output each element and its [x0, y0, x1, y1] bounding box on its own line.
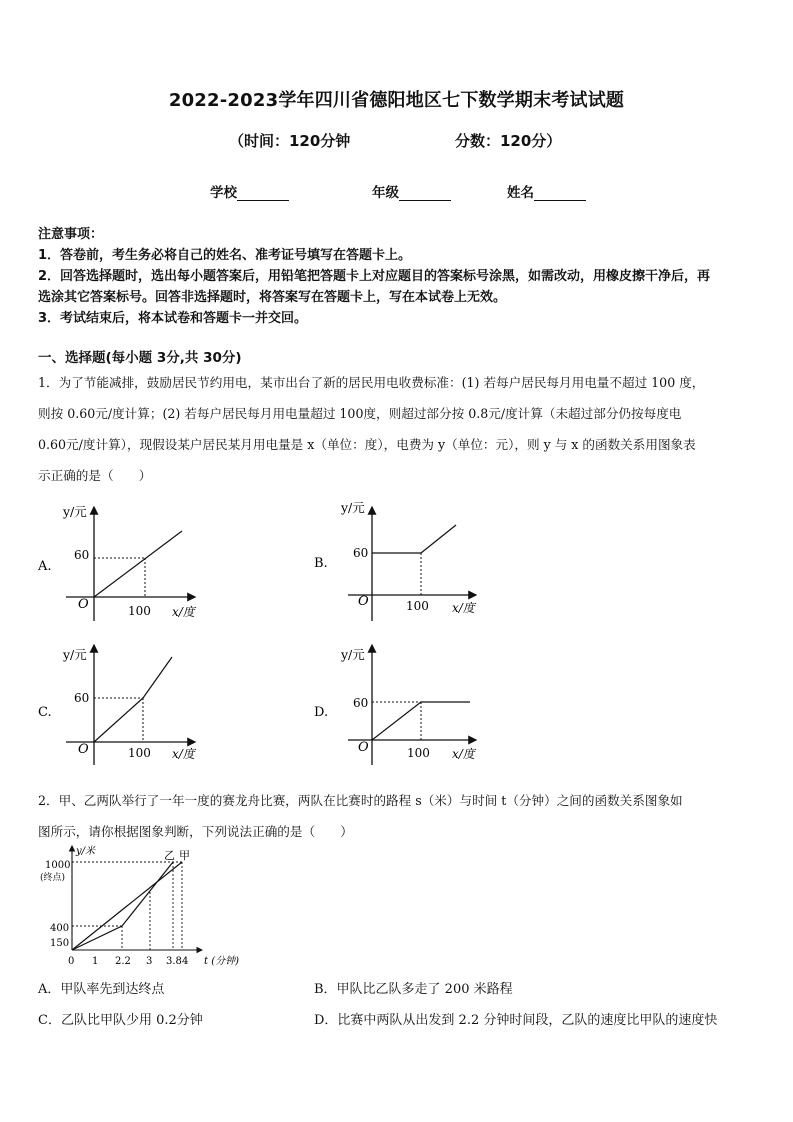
question-line: 图所示，请你根据图象判断，下列说法正确的是（ ） — [38, 824, 353, 839]
note-line: 3．考试结束后，将本试卷和答题卡一并交回。 — [38, 311, 308, 326]
option-label: D. — [314, 705, 329, 720]
question-1-text — [38, 367, 763, 491]
x-tick: 2.2 — [115, 956, 131, 967]
origin-label: O — [358, 594, 369, 609]
x-axis-label: x/度 — [452, 747, 475, 761]
student-info-fields — [0, 181, 793, 201]
y-axis-label: y/元 — [341, 500, 365, 515]
option-label: A. — [38, 559, 52, 574]
y-axis-label: y/米 — [76, 846, 96, 857]
y-tick: 60 — [74, 548, 90, 562]
x-tick: 1 — [92, 956, 99, 967]
exam-time: （时间：120分钟 — [229, 132, 351, 150]
option-label: B. — [314, 556, 328, 571]
notes-heading: 注意事项： — [38, 227, 104, 242]
y-axis-label: y/元 — [63, 647, 87, 662]
y-tick: 400 — [50, 923, 70, 934]
question-line: 0.60元/度计算），现假设某户居民某月用电量是 x（单位：度），电费为 y（单位：元），则 y 与 x 的函数关系用图象表 — [38, 437, 696, 452]
question-1-graphs — [0, 495, 793, 770]
series-label-jia: 甲 — [179, 849, 190, 862]
q2-option-d[interactable]: D．比赛中两队从出发到 2.2 分钟时间段，乙队的速度比甲队的速度快 — [314, 1013, 718, 1028]
graph-b[interactable] — [314, 500, 477, 621]
series-label-yi: 乙 — [164, 849, 175, 862]
notes-block — [38, 224, 763, 329]
school-field[interactable]: 学校 — [210, 181, 289, 201]
x-tick: 3.8 — [166, 956, 182, 967]
x-tick: 3 — [146, 956, 153, 967]
note-line: 选涂其它答案标号。回答非选择题时，将答案写在答题卡上，写在本试卷上无效。 — [38, 290, 507, 305]
y-tick: 60 — [74, 691, 90, 705]
graph-d[interactable] — [314, 645, 477, 765]
y-tick: 60 — [353, 546, 369, 560]
question-2-text — [38, 785, 763, 847]
q2-option-b[interactable]: B．甲队比乙队多走了 200 米路程 — [314, 982, 513, 997]
option-label: C. — [38, 705, 52, 720]
note-line: 2．回答选择题时，选出每小题答案后，用铅笔把答题卡上对应题目的答案标号涂黑，如需改动，用橡皮擦干净后，再 — [38, 269, 711, 284]
x-tick: 100 — [406, 599, 429, 613]
y-tick-finish: 1000 — [45, 860, 71, 871]
graph-c[interactable] — [38, 645, 197, 765]
x-axis-label: x/度 — [172, 605, 195, 619]
finish-note: (终点) — [40, 873, 66, 883]
x-tick: 0 — [68, 956, 75, 967]
x-axis-label: t (分钟) — [204, 956, 239, 967]
origin-label: O — [78, 597, 89, 612]
question-line: 示正确的是（ ） — [38, 468, 152, 483]
x-axis-label: x/度 — [172, 747, 195, 761]
x-tick: 100 — [128, 604, 151, 618]
series-jia — [72, 862, 182, 950]
y-tick: 60 — [353, 696, 369, 710]
y-axis-label: y/元 — [341, 647, 365, 662]
section-heading: 一、选择题(每小题 3分,共 30分) — [38, 350, 242, 366]
graph-a[interactable] — [37, 504, 197, 621]
question-line: 则按 0.60元/度计算；(2) 若每户居民每月用电量超过 100度，则超过部分按 0.8元/度计算（未超过部分仍按每度电 — [38, 406, 682, 421]
exam-score: 分数：120分） — [455, 132, 562, 150]
name-field[interactable]: 姓名 — [507, 181, 586, 201]
series-yi — [72, 862, 173, 950]
x-tick: 4 — [182, 956, 189, 967]
q2-option-c[interactable]: C．乙队比甲队少用 0.2分钟 — [38, 1013, 203, 1028]
grade-field[interactable]: 年级 — [372, 181, 451, 201]
origin-label: O — [78, 742, 89, 757]
question-line: 1．为了节能减排，鼓励居民节约用电，某市出台了新的居民用电收费标准：(1) 若每户居民每月用电量不超过 100 度， — [38, 375, 705, 390]
q2-option-a[interactable]: A．甲队率先到达终点 — [38, 982, 165, 997]
exam-title: 2022-2023学年四川省德阳地区七下数学期末考试试题 — [168, 90, 625, 111]
y-tick: 150 — [50, 938, 70, 949]
y-axis-label: y/元 — [63, 504, 87, 519]
x-axis-label: x/度 — [452, 601, 475, 615]
origin-label: O — [358, 740, 369, 755]
question-2-graph — [40, 842, 250, 972]
x-tick: 100 — [128, 746, 151, 760]
note-line: 1．答卷前，考生务必将自己的姓名、准考证号填写在答题卡上。 — [38, 248, 412, 263]
question-line: 2．甲、乙两队举行了一年一度的赛龙舟比赛，两队在比赛时的路程 s（米）与时间 t（分钟）之间的函数关系图象如 — [38, 793, 683, 808]
x-tick: 100 — [407, 746, 430, 760]
